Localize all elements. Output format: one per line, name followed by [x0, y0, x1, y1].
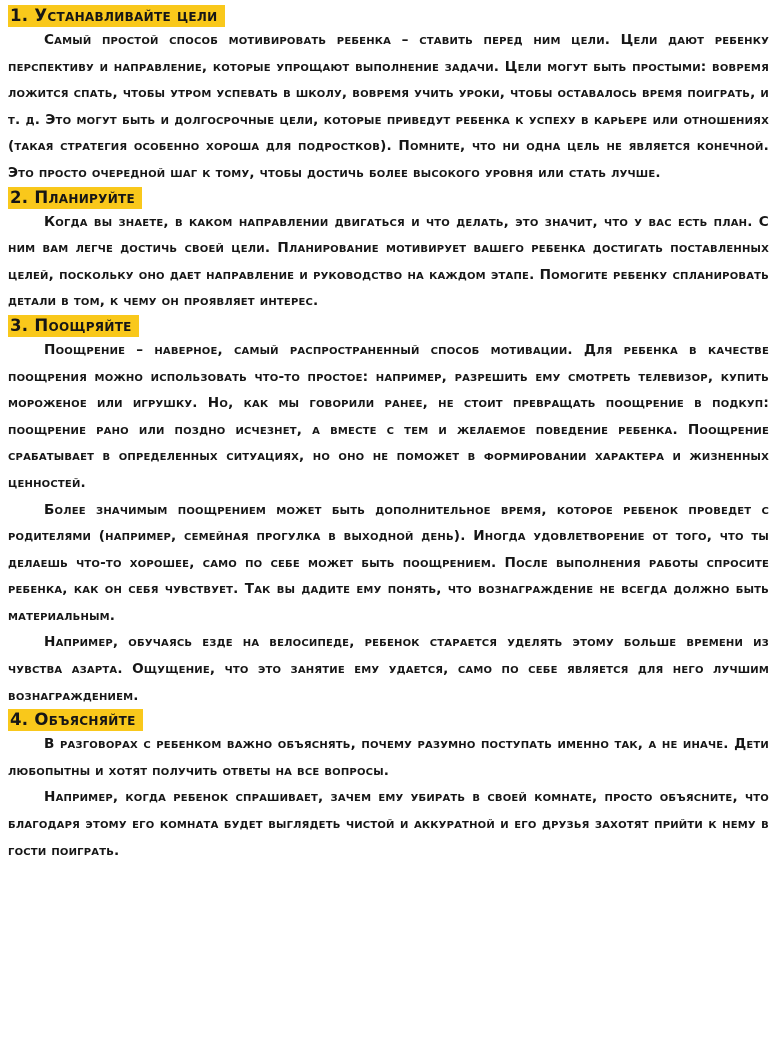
paragraph: Поощрение – наверное, самый распространенный способ мотивации. Для ребенка в качестве поощрения можно использовать что-то простое: например, разрешить ему смотреть телевизор, купить мороженое или игрушку. Но, как мы говорили ранее, не стоит превращать поощрение в подкуп: поощрение рано или поздно исчезнет, а вместе с тем и желаемое поведение ребенка. Поощрение срабатывает в определенных ситуациях, но оно не поможет в формировании характера и жизненных ценностей. — [8, 341, 769, 491]
paragraph: В разговорах с ребенком важно объяснять, почему разумно поступать именно так, а не иначе. Дети любопытны и хотят получить ответы на все вопросы. — [8, 736, 769, 779]
paragraph: Например, когда ребенок спрашивает, зачем ему убирать в своей комнате, просто объясните, что благодаря этому его комната будет выглядеть чистой и аккуратной и его друзья захотят прийти к нему в гости поиграть. — [8, 789, 769, 859]
section-explain — [8, 709, 769, 864]
section-heading: 2. Планируйте — [8, 187, 142, 209]
section-heading: 3. Поощряйте — [8, 315, 139, 337]
paragraph: Например, обучаясь езде на велосипеде, ребенок старается уделять этому больше времени из чувства азарта. Ощущение, что это занятие ему удается, само по себе является для него лучшим вознаграждением. — [8, 634, 769, 704]
section-heading: 1. Устанавливайте цели — [8, 5, 225, 27]
section-heading: 4. Объясняйте — [8, 709, 143, 731]
section-encourage — [8, 315, 769, 709]
paragraph: Самый простой способ мотивировать ребенка – ставить перед ним цели. Цели дают ребенку перспективу и направление, которые упрощают выполнение задачи. Цели могут быть простыми: вовремя ложится спать, чтобы утром успевать в школу, вовремя учить уроки, чтобы оставалось время поиграть, и т. д. Это могут быть и долгосрочные цели, которые приведут ребенка к успеху в карьере или отношениях (такая стратегия особенно хороша для подростков). Помните, что ни одна цель не является конечной. Это просто очередной шаг к тому, чтобы достичь более высокого уровня или стать лучше. — [8, 32, 769, 181]
paragraph: Более значимым поощрением может быть дополнительное время, которое ребенок проведет с родителями (например, семейная прогулка в выходной день). Иногда удовлетворение от того, что ты делаешь что-то хорошее, само по себе может быть поощрением. После выполнения работы спросите ребенка, как он себя чувствует. Так вы дадите ему понять, что вознаграждение не всегда должно быть материальным. — [8, 501, 769, 624]
paragraph: Когда вы знаете, в каком направлении двигаться и что делать, это значит, что у вас есть план. С ним вам легче достичь своей цели. Планирование мотивирует вашего ребенка достигать поставленных целей, поскольку оно дает направление и руководство на каждом этапе. Помогите ребенку спланировать детали в том, к чему он проявляет интерес. — [8, 213, 769, 310]
section-set-goals — [8, 5, 769, 187]
section-plan — [8, 187, 769, 315]
